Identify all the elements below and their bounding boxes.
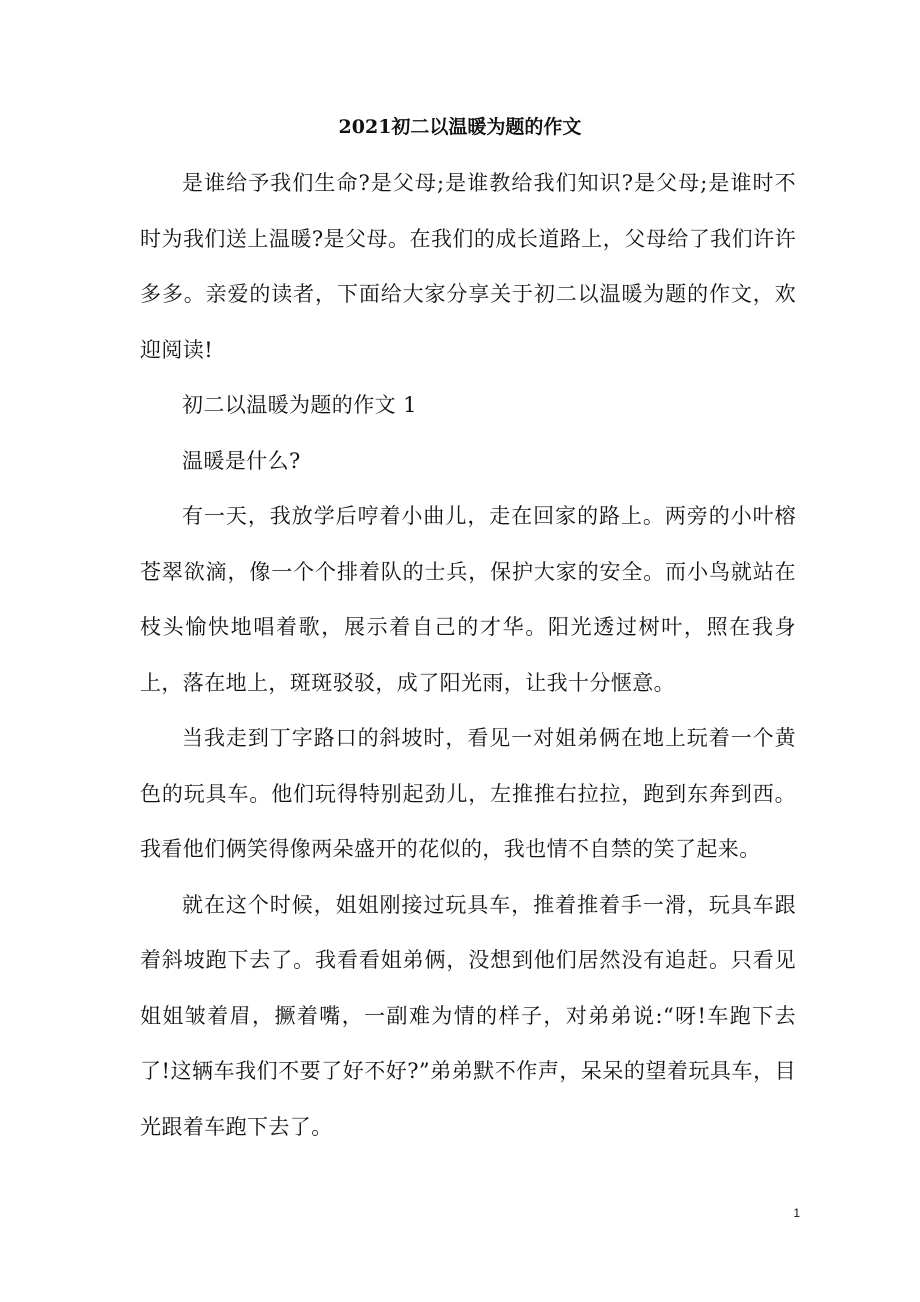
paragraph-walk-home: 有一天，我放学后哼着小曲儿，走在回家的路上。两旁的小叶榕苍翠欲滴，像一个个排着队的士兵，保护大家的安全。而小鸟就站在枝头愉快地唱着歌，展示着自己的才华。阳光透过树叶，照在我身上，落在地上，斑斑驳驳，成了阳光雨，让我十分惬意。 bbox=[140, 504, 796, 695]
essay-heading: 初二以温暖为题的作文 1 bbox=[182, 393, 417, 417]
document-title: 2021初二以温暖为题的作文 bbox=[338, 116, 582, 138]
essay-question: 温暖是什么? bbox=[182, 448, 301, 473]
page-number: 1 bbox=[793, 1206, 800, 1220]
paragraph-toy-car: 就在这个时候，姐姐刚接过玩具车，推着推着手一滑，玩具车跟着斜坡跑下去了。我看看姐弟俩，没想到他们居然没有追赶。只看见姐姐皱着眉，撅着嘴，一副难为情的样子，对弟弟说:“呀!车跑下去了!这辆车我们不要了好不好?”弟弟默不作声，呆呆的望着玩具车，目光跟着车跑下去了。 bbox=[140, 892, 796, 1139]
document-body bbox=[140, 156, 796, 1155]
paragraph-intro: 是谁给予我们生命?是父母;是谁教给我们知识?是父母;是谁时不时为我们送上温暖?是父母。在我们的成长道路上，父母给了我们许许多多。亲爱的读者，下面给大家分享关于初二以温暖为题的作文，欢迎阅读! bbox=[140, 171, 796, 362]
paragraph-siblings: 当我走到丁字路口的斜坡时，看见一对姐弟俩在地上玩着一个黄色的玩具车。他们玩得特别起劲儿，左推推右拉拉，跑到东奔到西。我看他们俩笑得像两朵盛开的花似的，我也情不自禁的笑了起来。 bbox=[140, 726, 796, 861]
